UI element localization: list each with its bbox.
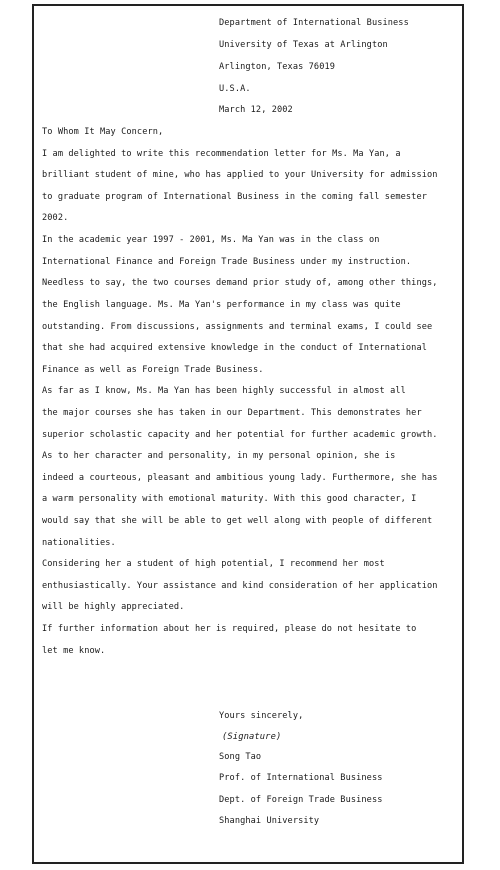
paragraph-1-line: brilliant student of mine, who has applied to your University for admission <box>42 170 438 180</box>
paragraph-1-line: to graduate program of International Business in the coming fall semester <box>42 192 427 202</box>
paragraph-2-line: Needless to say, the two courses demand prior study of, among other things, <box>42 278 438 288</box>
paragraph-4-line: indeed a courteous, pleasant and ambitious young lady. Furthermore, she has <box>42 473 438 483</box>
paragraph-6-line: let me know. <box>42 646 106 656</box>
signer-title: Prof. of International Business <box>219 773 383 783</box>
signer-department: Dept. of Foreign Trade Business <box>219 795 383 805</box>
paragraph-2-line: Finance as well as Foreign Trade Business. <box>42 365 264 375</box>
header-city: Arlington, Texas 76019 <box>219 62 336 72</box>
signer-institution: Shanghai University <box>219 816 320 826</box>
paragraph-4-line: As to her character and personality, in my personal opinion, she is <box>42 451 396 461</box>
paragraph-2-line: International Finance and Foreign Trade Business under my instruction. <box>42 257 412 267</box>
paragraph-6-line: If further information about her is required, please do not hesitate to <box>42 624 417 634</box>
paragraph-3-line: As far as I know, Ms. Ma Yan has been highly successful in almost all <box>42 386 406 396</box>
paragraph-1-line: 2002. <box>42 213 69 223</box>
valediction: Yours sincerely, <box>219 711 304 721</box>
header-country: U.S.A. <box>219 84 251 94</box>
paragraph-5-line: enthusiastically. Your assistance and kind consideration of her application <box>42 581 438 591</box>
paragraph-3-line: the major courses she has taken in our Department. This demonstrates her <box>42 408 422 418</box>
paragraph-2-line: the English language. Ms. Ma Yan's performance in my class was quite <box>42 300 401 310</box>
paragraph-5-line: will be highly appreciated. <box>42 602 185 612</box>
header-date: March 12, 2002 <box>219 105 293 115</box>
paragraph-5-line: Considering her a student of high potential, I recommend her most <box>42 559 385 569</box>
header-university: University of Texas at Arlington <box>219 40 388 50</box>
paragraph-3-line: superior scholastic capacity and her potential for further academic growth. <box>42 430 438 440</box>
paragraph-2-line: In the academic year 1997 - 2001, Ms. Ma Yan was in the class on <box>42 235 380 245</box>
paragraph-4-line: would say that she will be able to get well along with people of different <box>42 516 433 526</box>
paragraph-4-line: nationalities. <box>42 538 116 548</box>
paragraph-1-line: I am delighted to write this recommendation letter for Ms. Ma Yan, a <box>42 149 401 159</box>
header-department: Department of International Business <box>219 18 409 28</box>
signer-name: Song Tao <box>219 752 262 762</box>
paragraph-2-line: outstanding. From discussions, assignments and terminal exams, I could see <box>42 322 433 332</box>
paragraph-2-line: that she had acquired extensive knowledge in the conduct of International <box>42 343 427 353</box>
paragraph-4-line: a warm personality with emotional maturity. With this good character, I <box>42 494 417 504</box>
signature-placeholder: (Signature) <box>222 732 282 742</box>
salutation: To Whom It May Concern, <box>42 127 164 137</box>
